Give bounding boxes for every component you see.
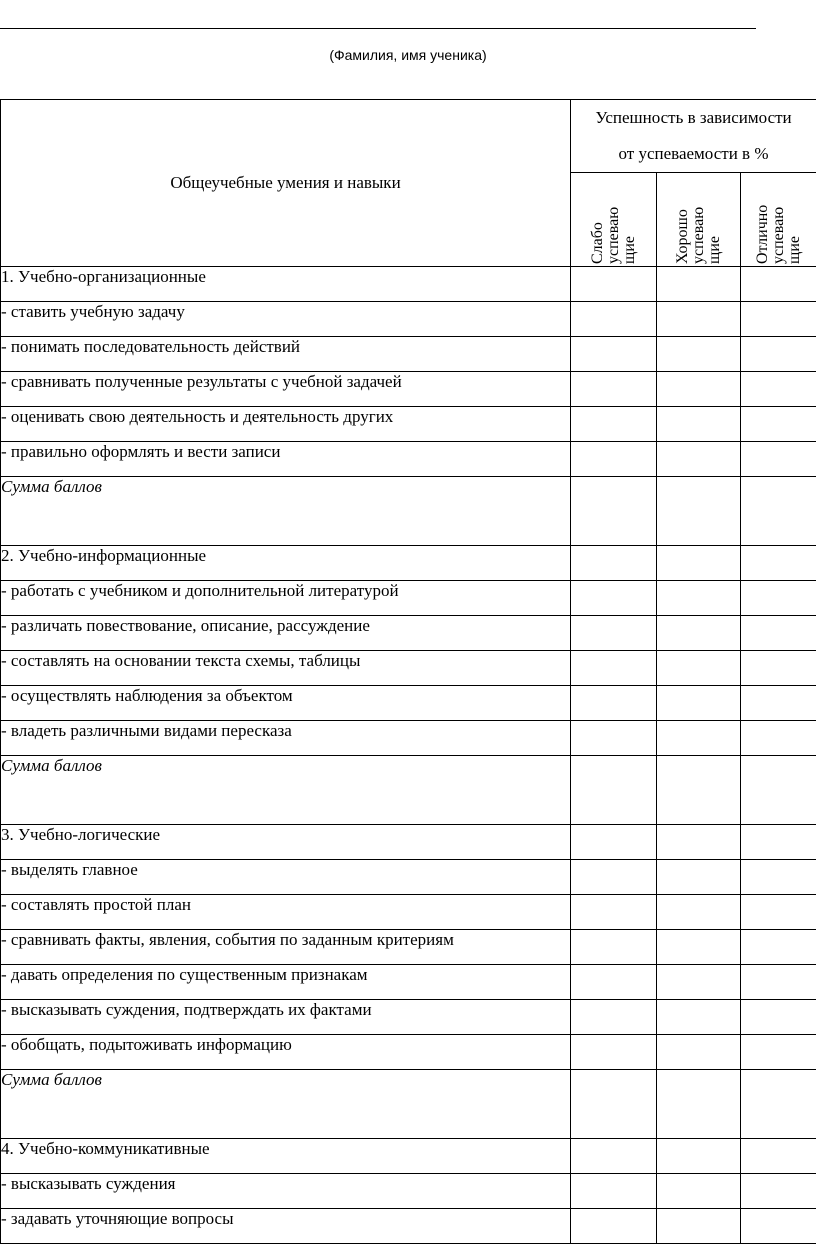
score-cell-weak[interactable] — [571, 581, 657, 616]
score-cell-excellent[interactable] — [741, 756, 816, 825]
column-header-weak-label: Слабо успеваю щие — [590, 176, 638, 264]
section-row — [1, 546, 816, 581]
table-row — [1, 442, 816, 477]
sum-label: Сумма баллов — [1, 1070, 571, 1139]
score-cell-excellent[interactable] — [741, 1174, 816, 1209]
score-cell-weak[interactable] — [571, 930, 657, 965]
table-row — [1, 721, 816, 756]
table-row — [1, 372, 816, 407]
score-cell-good[interactable] — [657, 1139, 741, 1174]
score-cell-good[interactable] — [657, 337, 741, 372]
score-cell-excellent[interactable] — [741, 616, 816, 651]
skill-label: - составлять простой план — [1, 895, 571, 930]
name-underline — [0, 28, 756, 29]
score-cell-good[interactable] — [657, 477, 741, 546]
student-name-caption: (Фамилия, имя ученика) — [0, 47, 816, 63]
table-row — [1, 895, 816, 930]
score-cell-weak[interactable] — [571, 965, 657, 1000]
section-title: 4. Учебно-коммуникативные — [1, 1139, 571, 1174]
skill-label: - осуществлять наблюдения за объектом — [1, 686, 571, 721]
score-cell-weak[interactable] — [571, 1035, 657, 1070]
score-cell-excellent[interactable] — [741, 372, 816, 407]
score-cell-good[interactable] — [657, 267, 741, 302]
score-cell-good[interactable] — [657, 442, 741, 477]
skill-label: - различать повествование, описание, рассуждение — [1, 616, 571, 651]
table-row — [1, 302, 816, 337]
section-row — [1, 825, 816, 860]
skill-label: - обобщать, подытоживать информацию — [1, 1035, 571, 1070]
skills-header: Общеучебные умения и навыки — [1, 100, 571, 267]
skill-label: - выделять главное — [1, 860, 571, 895]
score-cell-weak[interactable] — [571, 407, 657, 442]
table-row — [1, 337, 816, 372]
skill-label: - высказывать суждения — [1, 1174, 571, 1209]
skill-label: - правильно оформлять и вести записи — [1, 442, 571, 477]
score-cell-good[interactable] — [657, 860, 741, 895]
score-cell-good[interactable] — [657, 1035, 741, 1070]
score-cell-weak[interactable] — [571, 1174, 657, 1209]
score-cell-excellent[interactable] — [741, 302, 816, 337]
score-cell-good[interactable] — [657, 1000, 741, 1035]
score-cell-good[interactable] — [657, 546, 741, 581]
skill-label: - понимать последовательность действий — [1, 337, 571, 372]
score-cell-good[interactable] — [657, 302, 741, 337]
column-header-good — [657, 173, 741, 267]
score-cell-excellent[interactable] — [741, 895, 816, 930]
score-cell-excellent[interactable] — [741, 1209, 816, 1244]
success-header — [571, 100, 816, 173]
score-cell-weak[interactable] — [571, 546, 657, 581]
sum-row — [1, 1070, 816, 1139]
score-cell-good[interactable] — [657, 372, 741, 407]
score-cell-good[interactable] — [657, 965, 741, 1000]
skill-label: - составлять на основании текста схемы, таблицы — [1, 651, 571, 686]
section-title: 2. Учебно-информационные — [1, 546, 571, 581]
table-row — [1, 581, 816, 616]
table-row — [1, 1209, 816, 1244]
table-row — [1, 616, 816, 651]
section-row — [1, 267, 816, 302]
score-cell-weak[interactable] — [571, 267, 657, 302]
score-cell-weak[interactable] — [571, 1000, 657, 1035]
score-cell-weak[interactable] — [571, 1139, 657, 1174]
score-cell-weak[interactable] — [571, 756, 657, 825]
score-cell-weak[interactable] — [571, 825, 657, 860]
column-header-excellent — [741, 173, 816, 267]
score-cell-good[interactable] — [657, 756, 741, 825]
column-header-weak — [571, 173, 657, 267]
score-cell-weak[interactable] — [571, 372, 657, 407]
score-cell-weak[interactable] — [571, 302, 657, 337]
skills-table — [0, 99, 816, 1244]
score-cell-weak[interactable] — [571, 651, 657, 686]
score-cell-excellent[interactable] — [741, 1000, 816, 1035]
score-cell-weak[interactable] — [571, 616, 657, 651]
score-cell-good[interactable] — [657, 1174, 741, 1209]
score-cell-good[interactable] — [657, 581, 741, 616]
score-cell-weak[interactable] — [571, 477, 657, 546]
skill-label: - работать с учебником и дополнительной литературой — [1, 581, 571, 616]
sum-row — [1, 477, 816, 546]
score-cell-good[interactable] — [657, 721, 741, 756]
score-cell-good[interactable] — [657, 930, 741, 965]
score-cell-excellent[interactable] — [741, 1070, 816, 1139]
section-title: 3. Учебно-логические — [1, 825, 571, 860]
table-row — [1, 651, 816, 686]
sum-row — [1, 756, 816, 825]
table-row — [1, 930, 816, 965]
score-cell-excellent[interactable] — [741, 407, 816, 442]
table-row — [1, 965, 816, 1000]
success-header-line1: Успешность в зависимости — [571, 100, 816, 136]
score-cell-excellent[interactable] — [741, 1035, 816, 1070]
score-cell-weak[interactable] — [571, 721, 657, 756]
score-cell-weak[interactable] — [571, 1209, 657, 1244]
score-cell-weak[interactable] — [571, 1070, 657, 1139]
skill-label: - задавать уточняющие вопросы — [1, 1209, 571, 1244]
column-header-excellent-label: Отлично успеваю щие — [755, 176, 803, 264]
sum-label: Сумма баллов — [1, 477, 571, 546]
skill-label: - высказывать суждения, подтверждать их фактами — [1, 1000, 571, 1035]
score-cell-excellent[interactable] — [741, 860, 816, 895]
score-cell-weak[interactable] — [571, 686, 657, 721]
score-cell-good[interactable] — [657, 407, 741, 442]
sum-label: Сумма баллов — [1, 756, 571, 825]
score-cell-weak[interactable] — [571, 442, 657, 477]
score-cell-excellent[interactable] — [741, 651, 816, 686]
score-cell-excellent[interactable] — [741, 337, 816, 372]
skill-label: - сравнивать полученные результаты с учебной задачей — [1, 372, 571, 407]
table-row — [1, 686, 816, 721]
score-cell-excellent[interactable] — [741, 686, 816, 721]
score-cell-excellent[interactable] — [741, 442, 816, 477]
section-title: 1. Учебно-организационные — [1, 267, 571, 302]
table-row — [1, 1035, 816, 1070]
table-row — [1, 1174, 816, 1209]
score-cell-excellent[interactable] — [741, 965, 816, 1000]
score-cell-weak[interactable] — [571, 337, 657, 372]
section-row — [1, 1139, 816, 1174]
score-cell-excellent[interactable] — [741, 1139, 816, 1174]
column-header-good-label: Хорошо успеваю щие — [675, 176, 723, 264]
score-cell-excellent[interactable] — [741, 546, 816, 581]
score-cell-good[interactable] — [657, 825, 741, 860]
table-row — [1, 407, 816, 442]
score-cell-weak[interactable] — [571, 860, 657, 895]
success-header-line2: от успеваемости в % — [571, 136, 816, 172]
score-cell-excellent[interactable] — [741, 267, 816, 302]
score-cell-good[interactable] — [657, 616, 741, 651]
score-cell-good[interactable] — [657, 1209, 741, 1244]
score-cell-good[interactable] — [657, 686, 741, 721]
score-cell-excellent[interactable] — [741, 721, 816, 756]
skill-label: - оценивать свою деятельность и деятельность других — [1, 407, 571, 442]
skill-label: - владеть различными видами пересказа — [1, 721, 571, 756]
skill-label: - ставить учебную задачу — [1, 302, 571, 337]
table-row — [1, 1000, 816, 1035]
score-cell-good[interactable] — [657, 895, 741, 930]
table-row — [1, 860, 816, 895]
score-cell-good[interactable] — [657, 651, 741, 686]
score-cell-good[interactable] — [657, 1070, 741, 1139]
score-cell-excellent[interactable] — [741, 825, 816, 860]
skill-label: - сравнивать факты, явления, события по заданным критериям — [1, 930, 571, 965]
score-cell-excellent[interactable] — [741, 477, 816, 546]
score-cell-excellent[interactable] — [741, 930, 816, 965]
score-cell-weak[interactable] — [571, 895, 657, 930]
skill-label: - давать определения по существенным признакам — [1, 965, 571, 1000]
score-cell-excellent[interactable] — [741, 581, 816, 616]
